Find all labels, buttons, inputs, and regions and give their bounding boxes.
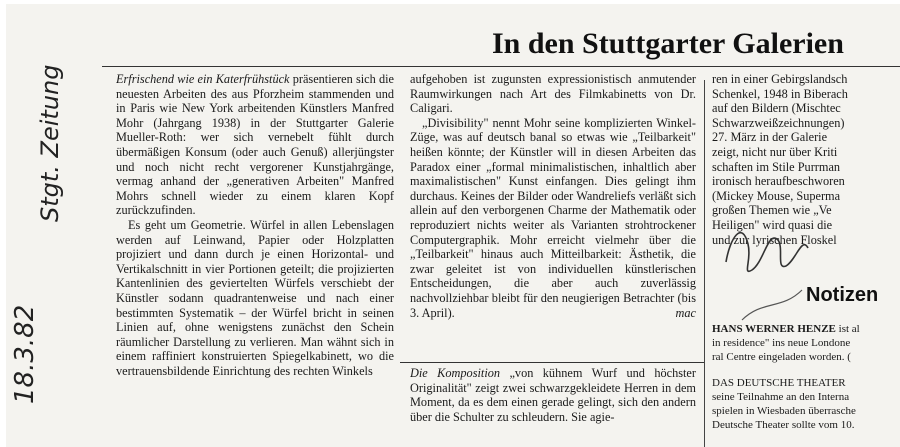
article-column-1 <box>116 72 394 444</box>
right-line: und zur lyrischen Floskel <box>712 232 837 247</box>
right-line: Schenkel, 1948 in Biberach <box>712 86 848 101</box>
right-line: (Mickey Mouse, Superma <box>712 188 841 203</box>
article-separator <box>400 362 704 363</box>
notizen-line: ral Centre eingeladen worden. ( <box>712 351 851 363</box>
second-article-lead: Die Komposition <box>410 366 501 380</box>
article-paragraph-1 <box>116 72 394 218</box>
article-paragraph-4 <box>410 116 696 320</box>
notizen-theater-heading: DAS DEUTSCHE THEATER <box>712 377 846 389</box>
right-line: Heiligen" wird quasi die <box>712 217 833 232</box>
right-line: schaften im Stile Purrman <box>712 159 841 174</box>
headline-rule <box>102 66 900 67</box>
article-text-4: „Divisibility" nennt Mohr seine komplizierten Winkel-Züge, was auf deutsch banal so etwas wie „Teilbarkeit" heißen könnte; der Künstler will in diesen Arbeiten das Paradox einer „formal minimalistischen, inhaltlich aber maximalistischen" Kunst einfangen. Dies gelingt ihm durchaus. Keines der Bilder oder Wandreliefs verläßt sich allein auf den verborgenen Charme der Mathematik oder reproduziert nichts weiter als Varianten strohtrockener Computergraphik. Mohr erreicht vielmehr über die „Teilbarkeit" hinaus auch Mitteilbarkeit: Ästhetik, die zwar geleitet ist von individuellen künstlerischen Entscheidungen, die aber auch zuverlässig nachvollziehbar bleibt für den neugierigen Betrachter (bis 3. April). <box>410 115 696 320</box>
handwritten-source: Stgt. Zeitung <box>36 64 64 222</box>
right-line: ironisch heraufbeschworen <box>712 174 845 189</box>
notizen-line: spielen in Wiesbaden überrasche <box>712 405 856 417</box>
headline: In den Stuttgarter Galerien <box>492 28 844 60</box>
notizen-line <box>712 322 900 336</box>
second-article <box>410 366 696 446</box>
notizen-name: HANS WERNER HENZE <box>712 323 836 335</box>
notizen-section <box>712 322 900 432</box>
right-line: 27. März in der Galerie <box>712 130 828 145</box>
notizen-line: seine Teilnahme an den Interna <box>712 391 850 403</box>
notizen-line-rest: ist al <box>835 323 860 335</box>
second-article-paragraph <box>410 366 696 424</box>
pen-scribble <box>712 200 832 330</box>
article-text-1: präsentieren sich die neuesten Arbeiten des aus Pforzheim stammenden und in Paris wie New York arbeitenden Künstlers Manfred Mohr (Jahrgang 1938) in der Stuttgarter Galerie Mueller-Roth: wer sich vernebelt fühlt durch übermäßigen Konsum (oder auch Genuß) allerjüngster und noch nicht recht vergorener Kunstjahrgänge, vermag anhand der „generativen Arbeiten" Manfred Mohrs schnell wieder zu einem klaren Kopf zurückzufinden. <box>116 72 394 218</box>
article-column-2 <box>410 72 696 360</box>
notizen-line: in residence" ins neue Londone <box>712 337 851 349</box>
column-rule <box>704 80 705 447</box>
handwritten-date: 18.3.82 <box>10 304 40 404</box>
notizen-heading: Notizen <box>806 284 879 306</box>
article-paragraph-2: Es geht um Geometrie. Würfel in allen Lebenslagen werden auf Leinwand, Papier oder Holzplatten projiziert und dann durch je einen Horizontal- und Vertikalschnitt in vier Portionen geteilt; die projizierten Kantenlinien des geviertelten Würfels verschiebt der Künstler sodann quadrantenweise und nach einer bestimmten Systematik – der Würfel bricht in seinen Linien auf, ohne wenigstens zunächst den Schein räumlicher Darstellung zu verlieren. Man wähnt sich in einem raffiniert konstruierten Spiegelkabinett, wo die vertrauensbildende Einrichtung des rechten Winkels <box>116 217 394 378</box>
article-lead: Erfrischend wie ein Katerfrühstück <box>116 72 290 86</box>
notizen-line: Deutsche Theater sollte vom 10. <box>712 419 855 431</box>
right-line: auf den Bildern (Mischtec <box>712 101 841 116</box>
right-line: ren in einer Gebirgslandsch <box>712 72 848 86</box>
article-paragraph-3: aufgehoben ist zugunsten expressionistisch anmutender Raumwirkungen nach Art des Filmkabinetts von Dr. Caligari. <box>410 72 696 116</box>
right-line: großen Themen wie „Ve <box>712 203 832 218</box>
right-line: zeigt, nicht nur über Kriti <box>712 144 838 159</box>
second-article-text: „von kühnem Wurf und höchster Originalität" zeigt zwei schwarzgekleidete Herren in dem Moment, da es dem einen gerade gelingt, sich den andern über die Schulter zu schleudern. Sie agie- <box>410 366 696 424</box>
right-line: Schwarzweißzeichnungen) <box>712 115 845 130</box>
author-signature: mac <box>675 305 696 320</box>
